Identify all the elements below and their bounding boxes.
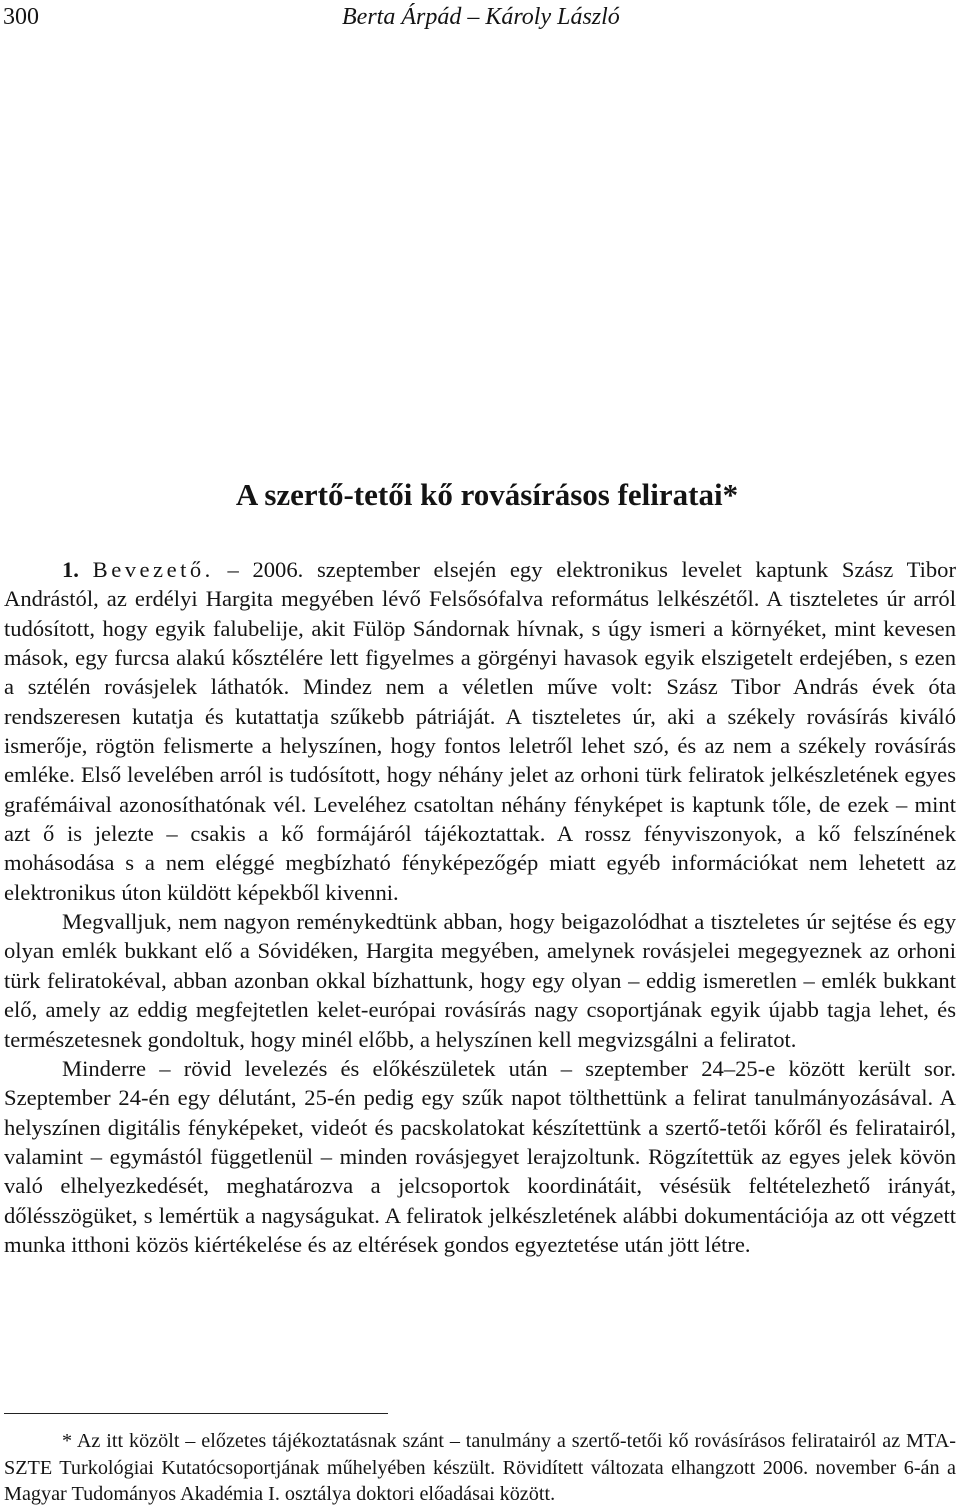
- paragraph-2: Megvalljuk, nem nagyon reménykedtünk abban, hogy beigazolódhat a tiszteletes úr sejtése és egy olyan emlék bukkant elő a Sóvidéken, Hargita megyében, amelynek rovásjelei megegyeznek az orhoni türk feliratokéval, abban azonban okkal bízhattunk, hogy egy olyan – eddig ismeretlen – emlék bukkant elő, amely az eddig megfejtetlen kelet-európai rovásírás nagy csoportjának egyik újabb tagja lehet, és természetesnek gondoltuk, hogy minél előbb, a helyszínen kell megvizsgálni a feliratot.: [4, 909, 956, 1052]
- footnote: [4, 1428, 956, 1508]
- article-body: [4, 555, 956, 1259]
- footnote-divider: [4, 1413, 388, 1414]
- paragraph-1: [4, 555, 956, 907]
- running-head: Berta Árpád – Károly László: [342, 4, 620, 30]
- page-number: 300: [3, 4, 39, 30]
- section-number: 1.: [62, 557, 79, 582]
- section-label: Bevezető.: [92, 557, 214, 582]
- paragraph-3: Minderre – rövid levelezés és előkészületek után – szeptember 24–25-e között került sor. Szeptember 24-én egy délutánt, 25-én pedig egy szűk napot tölthettünk a felirat tanulmányozásával. A helyszínen digitális fényképeket, videót és pacskolatokat készítettünk a szertő-tetői kőről és feliratairól, valamint – egymástól függetlenül – minden rovásjegyet lerajzoltunk. Rögzítettük az egyes jelek kövön való elhelyezkedését, meghatározva a jelcsoportok koordinátáit, vésésük feltételezhető irányát, dőlésszögüket, s lemértük a nagyságukat. A feliratok jelkészletének alábbi dokumentációja az ott végzett munka itthoni közös kiértékelése és az eltérések gondos egyeztetése után jött létre.: [4, 1055, 956, 1257]
- paragraph-1-text: – 2006. szeptember elsején egy elektronikus levelet kaptunk Szász Tibor Andrástól, az erdélyi Hargita megyében lévő Felsősófalva református lelkészétől. A tiszteletes úr arról tudósított, hogy egyik falubelije, akit Fülöp Sándornak hívnak, s úgy ismeri a környéket, mint kevesen mások, egy furcsa alakú kősztélére lett figyelmes a görgényi havasok egyik elszigetelt erdejében, s ezen a sztélén rovásjelek láthatók. Mindez nem a véletlen műve volt: Szász Tibor András évek óta rendszeresen kutatja és kutattatja szűkebb pátriáját. A tiszteletes úr, aki a székely rovásírás kiváló ismerője, rögtön felismerte a helyszínen, hogy fontos leletről lehet szó, és az nem a székely rovásírás emléke. Első levelében arról is tudósított, hogy néhány jelet az orhoni türk feliratok jelkészletének egyes grafémáival azonosíthatónak vél. Leveléhez csatoltan néhány fényképet is kaptunk tőle, de ezek – mint azt ő is jelezte – csakis a kő formájáról tájékoztattak. A rossz fényviszonyok, a kő felszínének mohásodása s a nem eléggé megbízható fényképezőgép miatt egyéb információkat nem lehetett az elektronikus úton küldött képekből kivenni.: [4, 557, 956, 905]
- page-header: [0, 2, 960, 32]
- footnote-text: * Az itt közölt – előzetes tájékoztatásnak szánt – tanulmány a szertő-tetői kő rovásírásos feliratairól az MTA-SZTE Turkológiai Kutatócsoportjának műhelyében készült. Rövidített változata elhangzott 2006. november 6-án a Magyar Tudományos Akadémia I. osztálya doktori előadásai között.: [4, 1430, 956, 1505]
- article-title: A szertő-tetői kő rovásírásos feliratai*: [235, 477, 739, 512]
